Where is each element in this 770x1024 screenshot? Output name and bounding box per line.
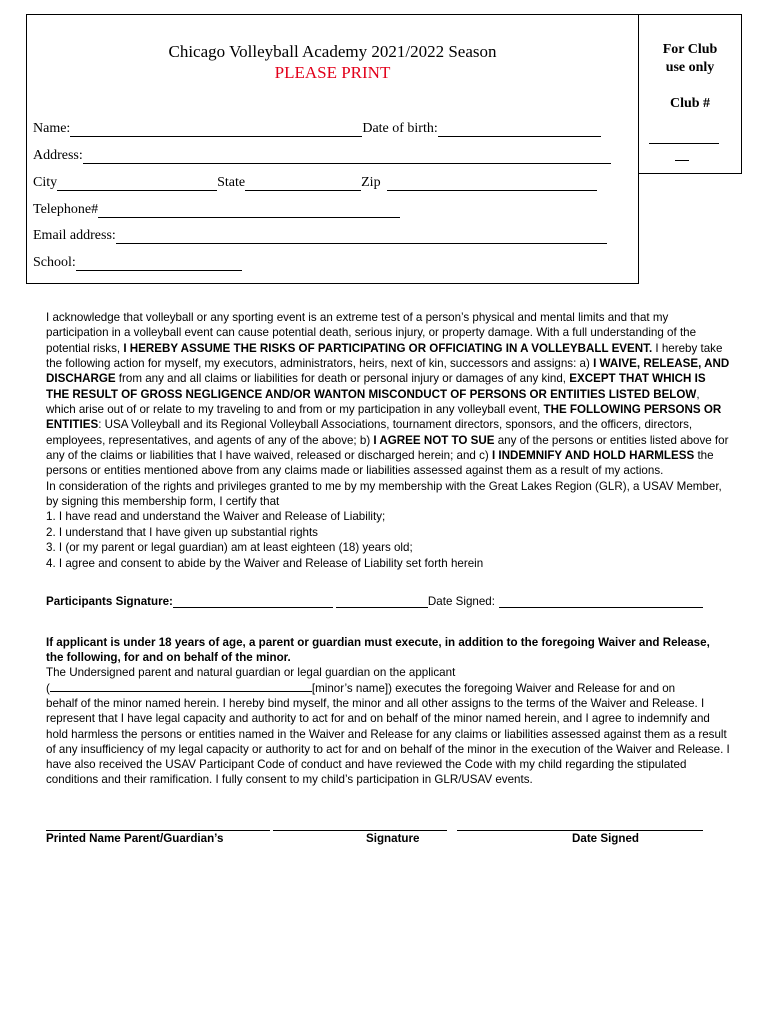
waiver-text [46,310,730,571]
minor-name-line: ( [minor’s name]) executes the foregoing Waiver and Release for and on [46,682,676,696]
telephone-field[interactable] [98,203,400,218]
participant-signature-label: Participants Signature: [46,595,173,608]
school-field[interactable] [76,256,242,271]
city-field[interactable] [57,176,217,191]
guardian-printed-name-label: Printed Name Parent/Guardian’s [46,832,224,845]
dob-field[interactable] [438,122,601,137]
certify-item-3: 3. I (or my parent or legal guardian) am at least eighteen (18) years old; [46,541,413,555]
address-row [33,148,611,166]
dob-label: Date of birth: [362,121,438,136]
club-use-box [638,14,742,174]
guardian-date-field[interactable] [457,829,703,831]
certify-item-4: 4. I agree and consent to abide by the Waiver and Release of Liability set forth herein [46,556,484,570]
zip-field[interactable] [387,176,597,191]
email-field[interactable] [116,229,607,244]
name-field[interactable] [70,122,362,137]
email-label: Email address: [33,228,116,243]
certify-item-1: 1. I have read and understand the Waiver and Release of Liability; [46,510,386,524]
minor-name-field[interactable] [50,680,312,692]
consideration-paragraph: In consideration of the rights and privileges granted to me by my membership with the Great Lakes Region (GLR), a USAV Member, by signing this membership form, I certify that [46,479,722,509]
school-label: School: [33,255,76,270]
state-field[interactable] [245,176,361,191]
minor-body: behalf of the minor named herein. I hereby bind myself, the minor and all other assigns to the terms of the Waiver and Release. I represent that I have legal capacity and authority to act for and on behalf of the minor named herein, and I agree to indemnify and hold harmless the persons or entities named in the Waiver and Release for any claims or liabilities assessed against them as a result of any insufficiency of my legal capacity or authority to act for and on behalf of the minor in the execution of the Waiver and Release. I have also received the USAV Participant Code of conduct and have reviewed the Code with my child regarding the stipulated conditions and their ramification. I fully consent to my child’s participation in GLR/USAV events. [46,697,730,786]
participant-signature-extra[interactable] [336,594,428,608]
address-field[interactable] [83,149,611,164]
participant-signature-row [46,594,703,610]
school-row [33,255,242,273]
club-number-label: Club # [669,96,711,111]
address-label: Address: [33,148,83,163]
waiver-paragraph: I acknowledge that volleyball or any sporting event is an extreme test of a person’s physical and mental limits and that my participation in a volleyball event can cause potential death, serious injury, or property damage. With a full understanding of the potential risks, I HEREBY ASSUME THE RISKS OF PARTICIPATING OR OFFICIATING IN A VOLLEYBALL EVENT. I hereby take the following action for myself, my executors, administrators, heirs, next of kin, successors and assigns: a) I WAIVE, RELEASE, AND DISCHARGE from any and all claims or liabilities for death or personal injury or damages of any kind, EXCEPT THAT WHICH IS THE RESULT OF GROSS NEGLIGENCE AND/OR WANTON MISCONDUCT OF PERSONS OR ENTIITIES LISTED BELOW, which arise out of or relate to my traveling to and from or my participation in any volleyball event, THE FOLLOWING PERSONS OR ENTITIES: USA Volleyball and its Regional Volleyball Associations, tournament directors, sponsors, and the officers, directors, employees, representatives, and agents of any of the above; b) I AGREE NOT TO SUE any of the persons or entities listed above for any of the claims or liabilities that I have waived, released or discharged herein; and c) I INDEMNIFY AND HOLD HARMLESS the persons or entities mentioned above from any claims made or liabilities assessed against them as a result of my actions. [46,311,730,478]
telephone-row [33,202,400,220]
guardian-date-label: Date Signed [572,832,639,845]
certify-item-2: 2. I understand that I have given up substantial rights [46,525,318,539]
name-label: Name: [33,121,71,136]
city-label: City [33,175,58,190]
club-use-line2: use only [665,60,715,75]
telephone-label: Telephone# [33,202,99,217]
minor-line1: The Undersigned parent and natural guardian or legal guardian on the applicant [46,666,456,680]
club-number-tail [675,160,689,161]
minor-heading: If applicant is under 18 years of age, a parent or guardian must execute, in addition to the foregoing Waiver and Release, the following, for and on behalf of the minor. [46,636,710,665]
club-use-line1: For Club [662,42,718,57]
guardian-printed-name-field[interactable] [46,829,270,831]
registration-box [26,14,639,284]
state-label: State [217,175,246,190]
guardian-signature-field[interactable] [273,829,447,831]
zip-label: Zip [361,175,381,190]
participant-date-field[interactable] [499,594,703,608]
guardian-signature-label: Signature [366,832,420,845]
participant-date-label: Date Signed: [427,595,495,608]
minor-section [46,635,730,787]
form-title: Chicago Volleyball Academy 2021/2022 Season [168,42,497,61]
club-number-field[interactable] [649,143,719,144]
city-row [33,175,597,193]
email-row [33,228,607,246]
name-row [33,121,601,139]
please-print-note: PLEASE PRINT [274,63,391,82]
participant-signature-field[interactable] [173,594,333,608]
